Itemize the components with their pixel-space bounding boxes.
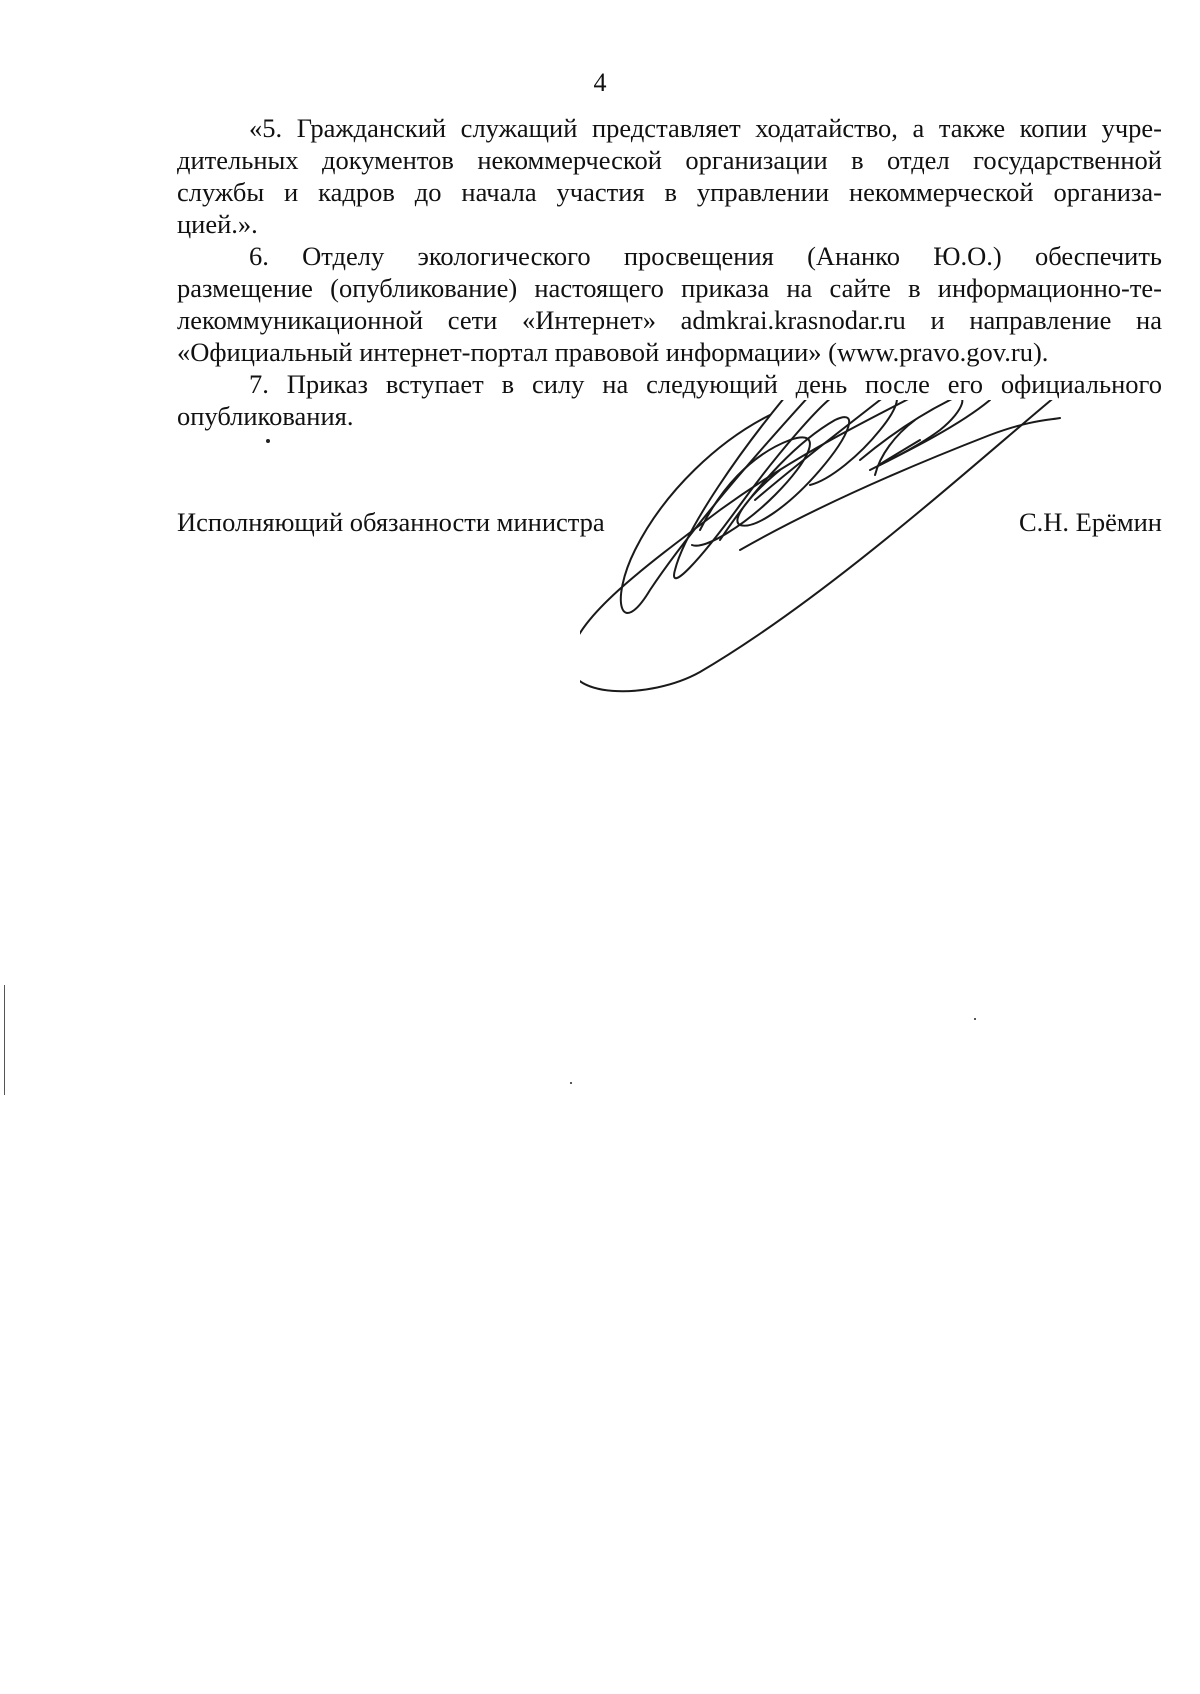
- scan-speck: [974, 1018, 976, 1020]
- text-line: лекоммуникационной сети «Интернет» admkrai.krasnodar.ru и направление на: [177, 305, 1162, 335]
- signatory-name: С.Н. Ерёмин: [1018, 507, 1162, 537]
- margin-mark: [4, 985, 5, 1095]
- scan-speck: [266, 439, 270, 443]
- text-line: «Официальный интернет-портал правовой информации» (www.pravo.gov.ru).: [177, 337, 1049, 367]
- text-line: дительных документов некоммерческой организации в отдел государственной: [177, 145, 1162, 175]
- signature-strokes: [580, 400, 1085, 691]
- paragraph-item-6: [177, 240, 1162, 368]
- signatory-title: Исполняющий обязанности министра: [177, 507, 605, 537]
- scan-speck: [570, 1082, 572, 1084]
- handwritten-signature: [580, 400, 1180, 760]
- text-line: «5. Гражданский служащий представляет ходатайство, а также копии учре-: [249, 113, 1162, 143]
- text-line: 6. Отделу экологического просвещения (Ананко Ю.О.) обеспечить: [249, 241, 1162, 271]
- text-line: службы и кадров до начала участия в управлении некоммерческой организа-: [177, 177, 1162, 207]
- text-line: размещение (опубликование) настоящего приказа на сайте в информационно-те-: [177, 273, 1162, 303]
- text-line: цией.».: [177, 209, 258, 239]
- text-line: 7. Приказ вступает в силу на следующий день после его официального: [249, 369, 1162, 399]
- text-line: опубликования.: [177, 401, 354, 431]
- paragraph-item-5: [177, 112, 1162, 240]
- document-body: [177, 112, 1162, 432]
- page-number: 4: [593, 68, 607, 97]
